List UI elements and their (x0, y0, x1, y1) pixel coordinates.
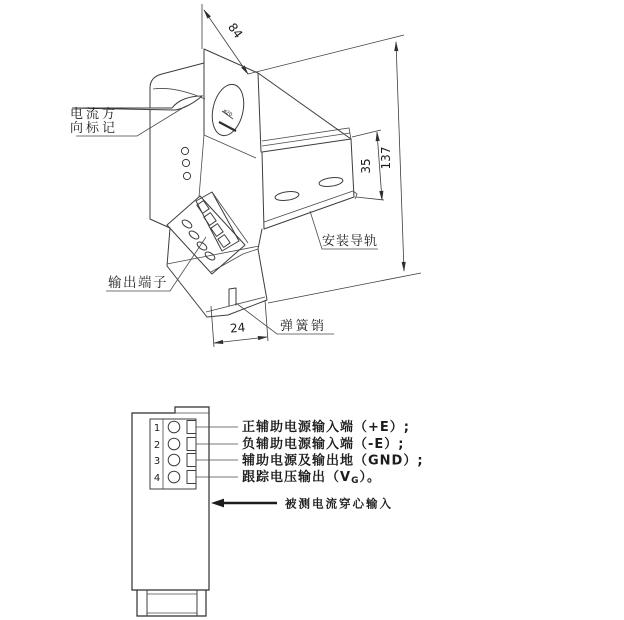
housing-left-face-outline (150, 63, 204, 219)
current-input-arrow (211, 497, 393, 511)
pin-clamp-3 (187, 454, 196, 467)
terminal-screw-2 (188, 229, 200, 240)
label-current-direction-1: 电流方 (70, 107, 119, 122)
pin-label-4-pre: 跟踪电压输出（V (242, 470, 352, 485)
rail-slot-2 (319, 176, 344, 188)
callouts (70, 106, 378, 334)
ext-line-35-bottom (356, 197, 384, 200)
dimension-lines (202, 4, 421, 347)
pin-label-3: 辅助电源及输出地（GND）; (242, 453, 424, 469)
dim-35-label: 35 (359, 158, 373, 174)
din-rail (262, 128, 357, 229)
label-output-terminal: 输出端子 (108, 275, 168, 291)
ext-line-top-right (248, 35, 404, 74)
ext-line-24-left (211, 306, 214, 347)
terminal-panel (167, 196, 245, 274)
pin-number-3: 3 (153, 456, 161, 467)
pin-number-4: 4 (153, 473, 161, 484)
spring-pin (229, 288, 236, 306)
dim-line-84 (204, 10, 248, 74)
pin-screw-1 (168, 421, 180, 433)
lower-housing (167, 192, 267, 317)
label-spring-pin: 弹簧销 (280, 319, 327, 334)
pin-clamp-1 (187, 421, 196, 434)
label-mounting-rail: 安装导轨 (322, 234, 379, 249)
indicator-hole-1 (181, 147, 188, 154)
pin-label-4-post: ）。 (359, 470, 381, 485)
pin-number-2: 2 (153, 440, 161, 451)
clamp-3 (211, 224, 223, 237)
front-body-outline (132, 407, 209, 590)
pin-screw-2 (168, 438, 180, 450)
front-view (132, 407, 424, 616)
clamp-1 (197, 201, 209, 214)
aperture-dim-label: ø20 (221, 108, 234, 119)
dim-137-label: 137 (379, 146, 393, 170)
rail-top-fold (262, 133, 350, 146)
ext-line-bottom-right (268, 273, 421, 303)
arrow-label: 被测电流穿心输入 (285, 496, 393, 511)
pin-label-2: 负辅助电源输入端（-E）; (242, 437, 405, 452)
label-current-direction-2: 向标记 (70, 121, 119, 136)
rail-slot-1 (275, 190, 300, 202)
pin-descriptions (241, 419, 424, 486)
pin-clamp-2 (187, 438, 196, 451)
terminal-screw-1 (181, 218, 193, 229)
pin-clamp-4 (187, 471, 196, 484)
rear-plate-edge (258, 73, 351, 139)
pin-label-4-subscript: G (351, 476, 360, 486)
slope-edge-left (199, 135, 204, 197)
rail-bottom-fold (264, 191, 353, 222)
pin-label-4 (242, 469, 381, 486)
indicator-hole-2 (182, 159, 189, 166)
clamp-4 (218, 235, 230, 248)
plate-outline (204, 49, 261, 152)
sensor-housing (72, 63, 205, 228)
indicator-hole-3 (183, 172, 190, 179)
front-terminal-block (150, 419, 196, 489)
slope-edge-right (204, 135, 256, 158)
pin-screw-4 (168, 471, 180, 483)
ext-line-35-top (352, 130, 381, 137)
dim-line-137 (396, 42, 404, 271)
pin-number-1: 1 (153, 423, 161, 434)
front-foot (137, 590, 206, 616)
isometric-view (70, 4, 421, 347)
terminal-screw-4 (204, 250, 216, 261)
dim-84-label: 84 (225, 20, 246, 41)
pin-screw-3 (168, 454, 180, 466)
housing-bottom-edge (150, 219, 170, 228)
pin-leaders (196, 427, 238, 477)
dim-line-24 (214, 337, 267, 343)
clamp-2 (204, 213, 216, 226)
aperture-dim-tick (219, 122, 236, 131)
pin-label-1: 正辅助电源输入端（+E）; (242, 420, 410, 435)
dim-24-label: 24 (229, 320, 246, 336)
ext-line-24-right (265, 300, 268, 341)
